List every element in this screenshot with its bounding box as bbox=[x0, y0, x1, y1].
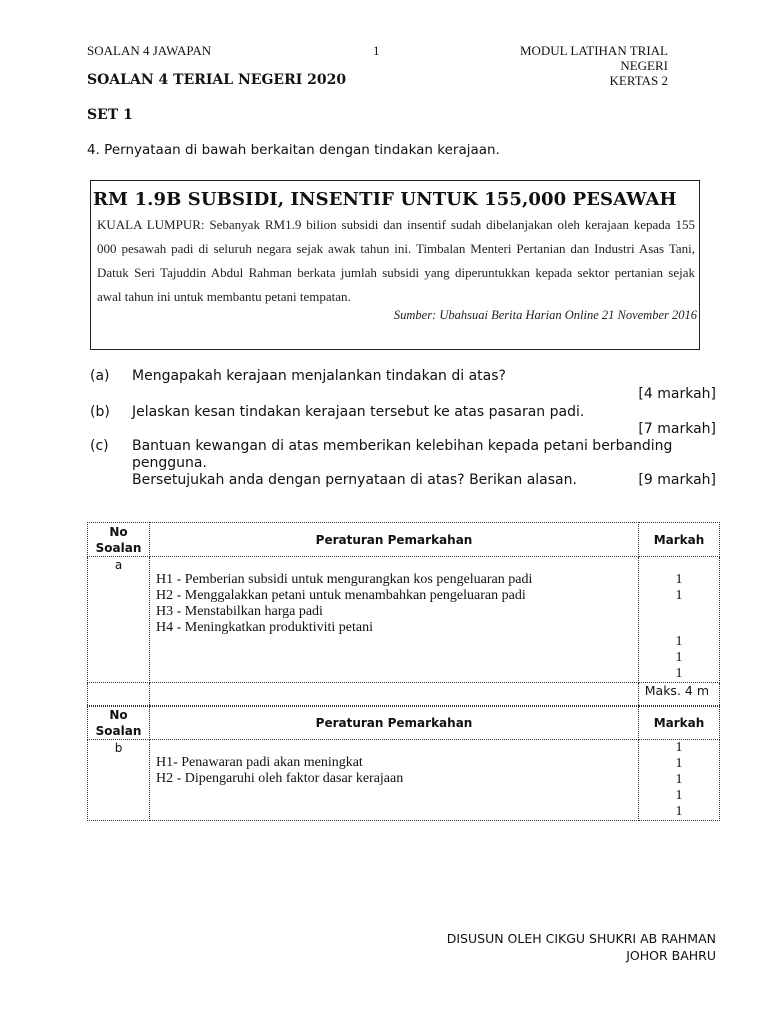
rule-item: H1 - Pemberian subsidi untuk mengurangkan kos pengeluaran padi bbox=[156, 572, 533, 587]
rules-cell bbox=[150, 740, 639, 821]
marks-cell bbox=[639, 740, 720, 821]
mark-value: 1 bbox=[675, 666, 683, 681]
header-rules: Peraturan Pemarkahan bbox=[150, 706, 639, 740]
empty-cell bbox=[88, 683, 150, 707]
header-no-soalan bbox=[88, 523, 150, 557]
question-letter: (b) bbox=[90, 404, 110, 420]
scheme-row-a bbox=[88, 557, 720, 683]
header-right bbox=[470, 43, 668, 88]
question-c-marks: [9 markah] bbox=[638, 472, 716, 488]
question-text: Mengapakah kerajaan menjalankan tindakan di atas? bbox=[132, 368, 506, 384]
footer-line2: JOHOR BAHRU bbox=[626, 948, 716, 963]
rule-item: H1- Penawaran padi akan meningkat bbox=[156, 755, 363, 770]
footer-line1: DISUSUN OLEH CIKGU SHUKRI AB RAHMAN bbox=[446, 931, 716, 946]
scheme-header-row bbox=[88, 523, 720, 557]
page-title: SOALAN 4 TERIAL NEGERI 2020 bbox=[87, 72, 347, 88]
header-left-label: SOALAN 4 JAWAPAN bbox=[87, 43, 212, 58]
question-b-marks: [7 markah] bbox=[638, 421, 716, 437]
header-rules: Peraturan Pemarkahan bbox=[150, 523, 639, 557]
set-label: SET 1 bbox=[87, 107, 133, 123]
scheme-table-b bbox=[87, 705, 720, 821]
maks-total: Maks. 4 m bbox=[639, 683, 720, 707]
mark-value: 1 bbox=[675, 788, 683, 803]
mark-value: 1 bbox=[675, 572, 683, 587]
question-no: a bbox=[88, 557, 150, 683]
footer-credit bbox=[447, 930, 716, 964]
question-b bbox=[90, 404, 718, 421]
scheme-table-a bbox=[87, 522, 720, 707]
mark-value: 1 bbox=[675, 650, 683, 665]
header-soalan: Soalan bbox=[95, 723, 142, 738]
mark-value: 1 bbox=[675, 772, 683, 787]
scheme-row-b bbox=[88, 740, 720, 821]
header-marks: Markah bbox=[639, 706, 720, 740]
question-list bbox=[90, 368, 718, 488]
article-headline: RM 1.9B SUBSIDI, INSENTIF UNTUK 155,000 PESAWAH bbox=[93, 189, 677, 210]
article-body: KUALA LUMPUR: Sebanyak RM1.9 bilion subsidi dan insentif sudah dibelanjakan oleh kerajaan kepada 155 000 pesawah padi di seluruh negara sejak awak tahun ini. Timbalan Menteri Pertanian dan Industri Asas Tani, Datuk Seri Tajuddin Abdul Rahman berkata jumlah subsidi yang diperuntukkan kepada sektor pertanian sejak awal tahun ini untuk membantu petani tempatan. bbox=[97, 217, 695, 304]
mark-value: 1 bbox=[675, 756, 683, 771]
question-letter: (a) bbox=[90, 368, 110, 384]
question-text-line1: Bantuan kewangan di atas memberikan kelebihan kepada petani berbanding pengguna. bbox=[132, 438, 673, 471]
rule-item: H4 - Meningkatkan produktiviti petani bbox=[156, 620, 373, 635]
mark-value: 1 bbox=[675, 588, 683, 603]
marks-cell bbox=[639, 557, 720, 683]
question-text: Jelaskan kesan tindakan kerajaan tersebut ke atas pasaran padi. bbox=[132, 404, 585, 420]
scheme-header-row bbox=[88, 706, 720, 740]
mark-value: 1 bbox=[675, 804, 683, 819]
empty-cell bbox=[150, 683, 639, 707]
article-box bbox=[90, 180, 700, 350]
mark-value: 1 bbox=[675, 740, 683, 755]
header-soalan: Soalan bbox=[95, 540, 142, 555]
page-number: 1 bbox=[373, 43, 380, 58]
question-a-marks: [4 markah] bbox=[638, 386, 716, 402]
header-right-line1: MODUL LATIHAN TRIAL NEGERI bbox=[519, 43, 668, 73]
rule-item: H3 - Menstabilkan harga padi bbox=[156, 604, 323, 619]
header-no: No bbox=[109, 707, 128, 722]
question-intro: 4. Pernyataan di bawah berkaitan dengan tindakan kerajaan. bbox=[87, 142, 500, 158]
rule-item: H2 - Menggalakkan petani untuk menambahkan pengeluaran padi bbox=[156, 588, 526, 603]
article-source: Sumber: Ubahsuai Berita Harian Online 21 November 2016 bbox=[393, 308, 697, 322]
scheme-maks-row bbox=[88, 683, 720, 707]
question-text-line2: Bersetujukah anda dengan pernyataan di atas? Berikan alasan. bbox=[132, 472, 577, 488]
header-right-line2: KERTAS 2 bbox=[609, 73, 668, 88]
rule-item: H2 - Dipengaruhi oleh faktor dasar kerajaan bbox=[156, 771, 404, 786]
header-marks: Markah bbox=[639, 523, 720, 557]
header-no: No bbox=[109, 524, 128, 539]
question-no: b bbox=[88, 740, 150, 821]
mark-value: 1 bbox=[675, 634, 683, 649]
question-a bbox=[90, 368, 718, 385]
header-no-soalan bbox=[88, 706, 150, 740]
rules-cell bbox=[150, 557, 639, 683]
question-letter: (c) bbox=[90, 438, 109, 454]
question-text bbox=[132, 438, 718, 489]
